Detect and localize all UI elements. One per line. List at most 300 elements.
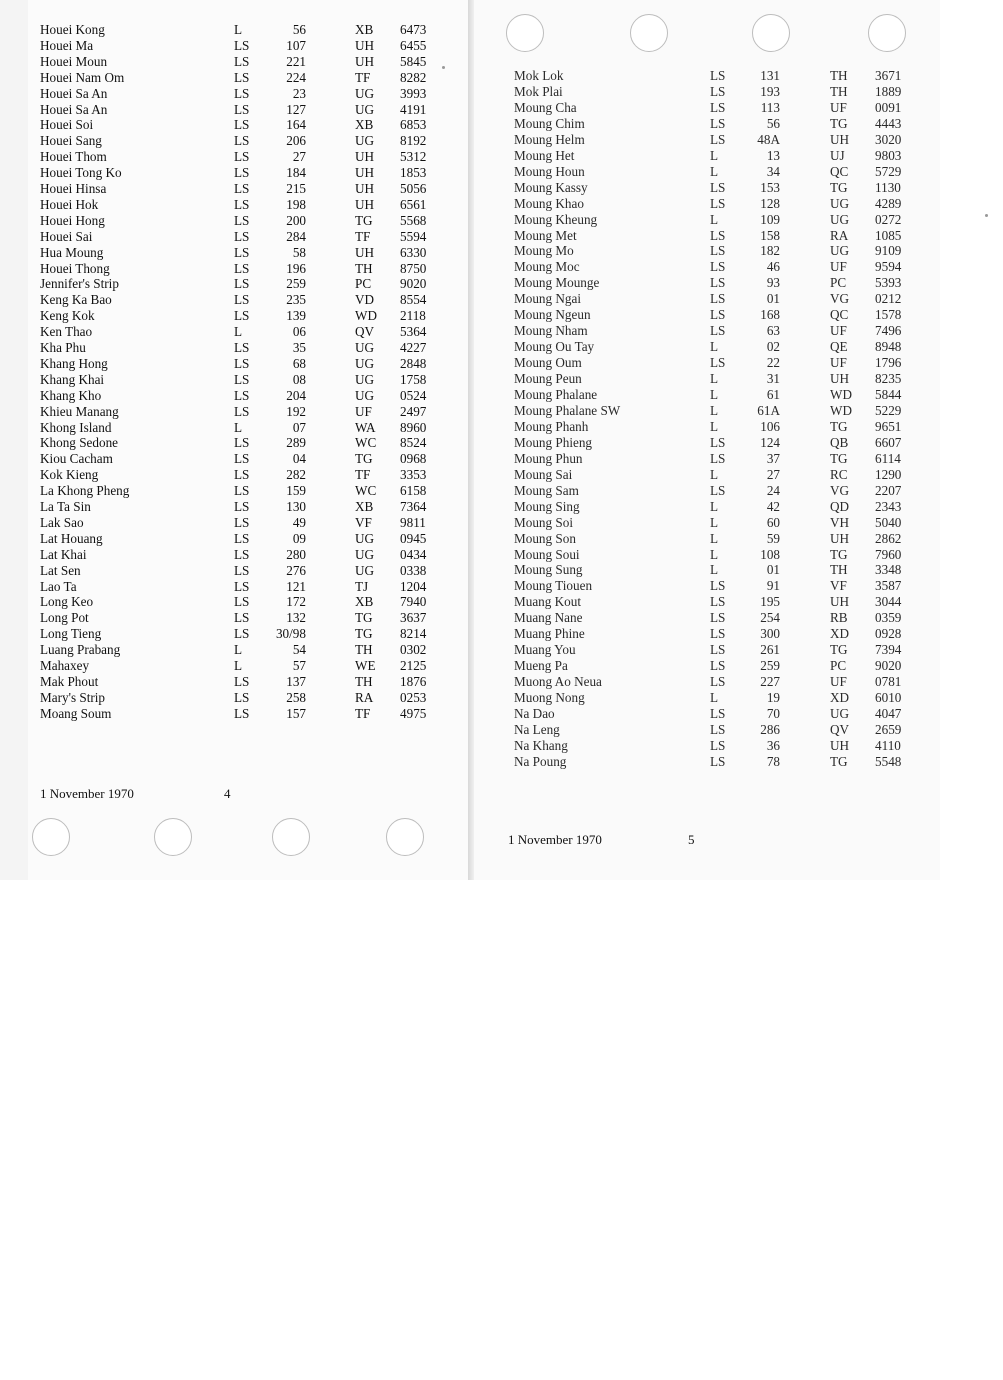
entry-grid: TG xyxy=(830,546,848,562)
entry-code: 9811 xyxy=(400,514,426,530)
entry-name: Houei Hong xyxy=(40,212,105,228)
right-footer-date: 1 November 1970 xyxy=(508,832,602,847)
entry-grid: UH xyxy=(355,244,375,260)
list-item xyxy=(40,54,460,70)
entry-name: Khong Sedone xyxy=(40,435,119,451)
entry-num: 91 xyxy=(766,578,780,594)
entry-code: 2118 xyxy=(400,308,426,324)
entry-type: L xyxy=(710,546,719,562)
entry-code: 9020 xyxy=(400,276,427,292)
entry-grid: UG xyxy=(830,243,850,259)
list-item xyxy=(514,387,934,403)
entry-grid: UF xyxy=(830,99,847,115)
entry-grid: UF xyxy=(830,674,847,690)
list-item xyxy=(514,291,934,307)
entry-grid: TH xyxy=(830,562,848,578)
list-item xyxy=(40,229,460,245)
list-item xyxy=(40,86,460,102)
entry-type: LS xyxy=(234,69,250,85)
entry-type: LS xyxy=(234,451,250,467)
entry-type: LS xyxy=(710,195,726,211)
entry-code: 1876 xyxy=(400,673,427,689)
entry-code: 3587 xyxy=(875,578,902,594)
entry-grid: XB xyxy=(355,499,374,514)
entry-grid: UF xyxy=(355,403,372,419)
entry-name: Moung Houn xyxy=(514,163,585,179)
entry-type: LS xyxy=(710,307,726,323)
entry-name: Moung Nham xyxy=(514,323,588,339)
binder-hole xyxy=(272,818,310,856)
entry-grid: UH xyxy=(355,53,375,69)
list-item xyxy=(40,197,460,213)
entry-code: 0524 xyxy=(400,387,427,403)
entry-grid: TG xyxy=(830,418,848,434)
entry-num: 22 xyxy=(766,355,780,371)
entry-name: Muong Nong xyxy=(514,690,585,706)
entry-code: 7940 xyxy=(400,594,427,610)
entry-code: 2343 xyxy=(875,498,902,514)
list-item xyxy=(514,626,934,642)
binder-hole xyxy=(386,818,424,856)
entry-grid: UG xyxy=(830,195,850,211)
list-item xyxy=(40,658,460,674)
entry-name: Moung Soui xyxy=(514,546,580,562)
entry-name: Moung Sung xyxy=(514,562,583,578)
entry-code: 4191 xyxy=(400,101,427,117)
entry-grid: UJ xyxy=(830,147,845,163)
entry-grid: WC xyxy=(355,483,377,499)
entry-type: LS xyxy=(710,578,726,594)
list-item xyxy=(514,371,934,387)
entry-name: Moung Sam xyxy=(514,482,579,498)
entry-name: Jennifer's Strip xyxy=(40,276,119,292)
entry-num: 131 xyxy=(760,68,780,83)
entry-type: L xyxy=(710,371,719,387)
entry-name: Moung Ou Tay xyxy=(514,339,595,355)
entry-code: 1204 xyxy=(400,578,427,594)
entry-grid: TF xyxy=(355,467,371,483)
entry-name: Moung Ngeun xyxy=(514,307,591,323)
entry-type: LS xyxy=(710,610,726,626)
entry-name: Kiou Cacham xyxy=(40,451,113,467)
entry-code: 5845 xyxy=(400,53,427,69)
entry-code: 0302 xyxy=(400,642,427,658)
entry-name: Hua Moung xyxy=(40,244,104,260)
entry-code: 0945 xyxy=(400,530,427,546)
left-footer-date: 1 November 1970 xyxy=(40,786,134,801)
entry-type: LS xyxy=(710,594,726,610)
list-item xyxy=(40,690,460,706)
entry-type: L xyxy=(234,658,243,673)
entry-type: L xyxy=(710,339,719,355)
list-item xyxy=(514,690,934,706)
entry-type: LS xyxy=(234,514,250,530)
entry-name: Moung Sai xyxy=(514,466,573,482)
entry-num: 48A xyxy=(757,131,780,147)
entry-type: LS xyxy=(234,117,250,133)
list-item xyxy=(514,180,934,196)
list-item xyxy=(40,467,460,483)
list-item xyxy=(514,531,934,547)
entry-name: Moung Kassy xyxy=(514,179,588,195)
entry-grid: PC xyxy=(830,275,847,291)
entry-name: Mary's Strip xyxy=(40,689,106,705)
entry-code: 4047 xyxy=(875,706,902,721)
entry-type: LS xyxy=(710,737,726,753)
entry-name: Muang Nane xyxy=(514,610,583,626)
entry-name: Muang Phine xyxy=(514,626,585,642)
entry-type: LS xyxy=(234,499,250,514)
entry-name: Khang Kho xyxy=(40,387,102,403)
list-item xyxy=(514,419,934,435)
entry-code: 1853 xyxy=(400,165,427,181)
entry-code: 2125 xyxy=(400,658,427,673)
entry-name: Moung Phanh xyxy=(514,418,589,434)
entry-code: 8948 xyxy=(875,339,902,355)
entry-code: 2848 xyxy=(400,355,427,371)
list-item xyxy=(514,467,934,483)
binder-hole xyxy=(630,14,668,52)
entry-type: LS xyxy=(710,243,726,259)
entry-type: LS xyxy=(234,85,250,101)
entry-grid: WD xyxy=(355,308,377,324)
entry-code: 5312 xyxy=(400,149,427,165)
list-item xyxy=(514,212,934,228)
entry-num: 58 xyxy=(292,244,306,260)
list-item xyxy=(40,340,460,356)
list-item xyxy=(40,706,460,722)
entry-num: 36 xyxy=(766,737,780,753)
entry-type: L xyxy=(710,211,719,227)
list-item xyxy=(514,610,934,626)
entry-code: 9651 xyxy=(875,418,902,434)
entry-num: 02 xyxy=(766,339,780,355)
entry-type: LS xyxy=(234,355,250,371)
entry-grid: PC xyxy=(830,658,847,674)
entry-code: 3637 xyxy=(400,610,427,626)
entry-num: 139 xyxy=(286,308,306,324)
list-item xyxy=(514,228,934,244)
entry-type: LS xyxy=(710,626,726,642)
entry-code: 6010 xyxy=(875,690,902,706)
entry-num: 01 xyxy=(766,291,780,307)
entry-code: 3044 xyxy=(875,594,902,610)
entry-grid: WD xyxy=(830,402,852,418)
entry-type: LS xyxy=(710,642,726,658)
entry-code: 5568 xyxy=(400,212,427,228)
list-item xyxy=(514,84,934,100)
entry-num: 132 xyxy=(286,610,306,626)
entry-grid: TG xyxy=(355,610,373,626)
entry-code: 6607 xyxy=(875,434,902,450)
entry-type: LS xyxy=(234,149,250,165)
entry-type: LS xyxy=(234,705,250,721)
entry-code: 4110 xyxy=(875,737,901,753)
entry-type: L xyxy=(710,163,719,179)
list-item xyxy=(40,181,460,197)
entry-name: Mok Plai xyxy=(514,83,563,99)
list-item xyxy=(514,243,934,259)
entry-type: LS xyxy=(234,371,250,387)
entry-code: 4227 xyxy=(400,340,427,355)
list-item xyxy=(514,451,934,467)
entry-num: 259 xyxy=(286,276,306,292)
entry-type: LS xyxy=(234,53,250,69)
entry-grid: UH xyxy=(355,165,375,181)
entry-name: Houei Hinsa xyxy=(40,181,107,196)
entry-type: LS xyxy=(234,260,250,276)
entry-code: 7364 xyxy=(400,499,427,514)
entry-code: 8235 xyxy=(875,371,902,387)
entry-grid: QC xyxy=(830,307,849,323)
list-item xyxy=(40,245,460,261)
list-item xyxy=(40,356,460,372)
list-item xyxy=(40,610,460,626)
entry-type: L xyxy=(234,642,243,658)
list-item xyxy=(40,117,460,133)
entry-grid: UG xyxy=(355,546,375,562)
entry-name: Lak Sao xyxy=(40,514,84,530)
entry-code: 3993 xyxy=(400,85,427,101)
entry-code: 9020 xyxy=(875,658,902,674)
entry-type: LS xyxy=(234,37,250,53)
entry-name: Ken Thao xyxy=(40,324,93,340)
entry-grid: TF xyxy=(355,69,371,85)
entry-grid: TG xyxy=(830,450,848,466)
entry-type: LS xyxy=(710,83,726,99)
list-item xyxy=(514,483,934,499)
entry-code: 7394 xyxy=(875,642,902,658)
list-item xyxy=(40,22,460,38)
entry-name: Moung Oum xyxy=(514,355,582,371)
entry-type: LS xyxy=(710,434,726,450)
entry-name: Houei Sa An xyxy=(40,101,108,117)
entry-num: 221 xyxy=(286,53,306,69)
entry-type: L xyxy=(234,22,243,37)
entry-name: Moung Phieng xyxy=(514,434,593,450)
entry-num: 30/98 xyxy=(275,626,306,642)
entry-type: LS xyxy=(234,689,250,705)
list-item xyxy=(514,323,934,339)
entry-grid: UH xyxy=(355,196,375,212)
entry-num: 158 xyxy=(760,227,780,243)
entry-name: Moung Cha xyxy=(514,99,577,115)
entry-grid: UF xyxy=(830,355,847,371)
entry-name: Keng Kok xyxy=(40,308,95,324)
list-item xyxy=(40,308,460,324)
list-item xyxy=(514,642,934,658)
entry-code: 8282 xyxy=(400,69,427,85)
entry-name: Moung Sing xyxy=(514,498,580,514)
entry-num: 108 xyxy=(760,546,780,562)
entry-name: Long Tieng xyxy=(40,626,102,642)
entry-num: 300 xyxy=(760,626,780,642)
entry-grid: PC xyxy=(355,276,372,292)
entry-grid: WC xyxy=(355,435,377,451)
list-item xyxy=(514,562,934,578)
entry-num: 276 xyxy=(286,562,306,578)
entry-grid: VG xyxy=(830,482,850,498)
entry-grid: UG xyxy=(355,387,375,403)
entry-name: Khong Island xyxy=(40,419,112,435)
entry-code: 3020 xyxy=(875,131,902,147)
list-item xyxy=(514,547,934,563)
entry-name: Moung Met xyxy=(514,227,577,243)
entry-name: Khang Khai xyxy=(40,371,105,387)
entry-name: Moung Khao xyxy=(514,195,584,211)
entry-type: L xyxy=(710,147,719,163)
entry-type: LS xyxy=(234,467,250,483)
list-item xyxy=(40,213,460,229)
entry-type: LS xyxy=(234,308,250,324)
entry-name: Houei Tong Ko xyxy=(40,165,122,181)
list-item xyxy=(40,388,460,404)
entry-code: 6114 xyxy=(875,450,901,466)
list-item xyxy=(40,372,460,388)
list-item xyxy=(40,674,460,690)
entry-code: 2862 xyxy=(875,530,902,546)
entry-name: Khang Hong xyxy=(40,355,108,371)
entry-grid: WD xyxy=(830,387,852,402)
entry-code: 9594 xyxy=(875,259,902,275)
list-item xyxy=(514,355,934,371)
entry-num: 60 xyxy=(766,514,780,530)
stray-dot xyxy=(442,66,445,69)
entry-num: 13 xyxy=(766,147,780,163)
list-item xyxy=(40,165,460,181)
entry-grid: VH xyxy=(830,514,850,530)
entry-grid: UG xyxy=(355,340,375,355)
list-item xyxy=(514,435,934,451)
entry-num: 19 xyxy=(766,690,780,706)
entry-grid: XD xyxy=(830,626,850,642)
entry-num: 01 xyxy=(766,562,780,578)
entry-num: 137 xyxy=(286,673,306,689)
entry-type: LS xyxy=(234,562,250,578)
entry-type: LS xyxy=(710,275,726,291)
entry-code: 1085 xyxy=(875,227,902,243)
entry-grid: UH xyxy=(830,737,850,753)
entry-grid: XB xyxy=(355,22,374,37)
entry-grid: TG xyxy=(355,626,373,642)
entry-grid: VF xyxy=(830,578,847,594)
entry-grid: WA xyxy=(355,419,376,435)
entry-grid: TF xyxy=(355,228,371,244)
entry-num: 196 xyxy=(286,260,306,276)
entry-code: 0928 xyxy=(875,626,902,642)
entry-grid: QB xyxy=(830,434,849,450)
list-item xyxy=(40,149,460,165)
list-item xyxy=(514,674,934,690)
list-item xyxy=(514,259,934,275)
entry-grid: QV xyxy=(830,721,850,737)
entry-grid: TJ xyxy=(355,578,369,594)
entry-code: 7960 xyxy=(875,546,902,562)
entry-name: Na Leng xyxy=(514,721,560,737)
entry-num: 24 xyxy=(766,482,780,498)
entry-grid: QV xyxy=(355,324,375,340)
entry-num: 35 xyxy=(292,340,306,355)
entry-name: Khieu Manang xyxy=(40,403,119,419)
list-item xyxy=(514,132,934,148)
entry-num: 113 xyxy=(760,99,780,115)
entry-num: 59 xyxy=(766,530,780,546)
entry-grid: XB xyxy=(355,594,374,610)
entry-grid: UG xyxy=(355,371,375,387)
entry-type: LS xyxy=(234,228,250,244)
entry-grid: TF xyxy=(355,705,371,721)
list-item xyxy=(514,403,934,419)
entry-code: 6455 xyxy=(400,37,427,53)
list-item xyxy=(40,420,460,436)
entry-code: 1290 xyxy=(875,466,902,482)
entry-type: LS xyxy=(234,276,250,292)
entry-num: 34 xyxy=(766,163,780,179)
entry-code: 5229 xyxy=(875,402,902,418)
list-item xyxy=(40,324,460,340)
entry-grid: UH xyxy=(355,181,375,196)
entry-grid: TG xyxy=(355,212,373,228)
list-item xyxy=(514,148,934,164)
entry-code: 8192 xyxy=(400,133,427,149)
entry-code: 5040 xyxy=(875,514,902,530)
entry-type: LS xyxy=(234,244,250,260)
entry-code: 6561 xyxy=(400,196,427,212)
entry-code: 3353 xyxy=(400,467,427,483)
entry-num: 184 xyxy=(286,165,306,181)
list-item xyxy=(514,164,934,180)
entry-type: LS xyxy=(710,131,726,147)
entry-grid: QD xyxy=(830,498,850,514)
entry-num: 153 xyxy=(760,179,780,195)
entry-grid: UH xyxy=(830,530,850,546)
entry-code: 0212 xyxy=(875,291,902,307)
entry-code: 8554 xyxy=(400,292,427,308)
list-item xyxy=(514,116,934,132)
entry-code: 0091 xyxy=(875,99,902,115)
entry-code: 3671 xyxy=(875,68,902,83)
entry-num: 107 xyxy=(286,37,306,53)
entry-num: 31 xyxy=(766,371,780,387)
entry-code: 1758 xyxy=(400,371,427,387)
entry-grid: RA xyxy=(355,689,374,705)
entry-name: Houei Soi xyxy=(40,117,94,133)
entry-grid: TH xyxy=(830,83,848,99)
entry-code: 8524 xyxy=(400,435,427,451)
entry-code: 4443 xyxy=(875,115,902,131)
entry-num: 182 xyxy=(760,243,780,259)
entry-type: LS xyxy=(710,450,726,466)
entry-num: 258 xyxy=(286,689,306,705)
entry-type: LS xyxy=(710,674,726,690)
entry-num: 261 xyxy=(760,642,780,658)
entry-num: 46 xyxy=(766,259,780,275)
list-item xyxy=(514,754,934,770)
binder-hole xyxy=(32,818,70,856)
entry-code: 5393 xyxy=(875,275,902,291)
entry-code: 0253 xyxy=(400,689,427,705)
entry-name: Lat Khai xyxy=(40,546,87,562)
entry-num: 56 xyxy=(292,22,306,37)
entry-grid: UG xyxy=(355,85,375,101)
list-item xyxy=(514,307,934,323)
entry-code: 0434 xyxy=(400,546,427,562)
entry-name: Moung Mounge xyxy=(514,275,600,291)
entry-num: 61A xyxy=(757,402,780,418)
entry-type: LS xyxy=(710,323,726,339)
entry-code: 5056 xyxy=(400,181,427,196)
entry-num: 254 xyxy=(760,610,780,626)
